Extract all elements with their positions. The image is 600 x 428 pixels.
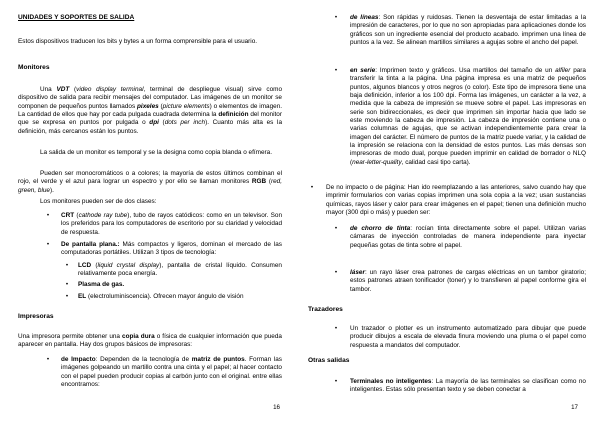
section-title: UNIDADES Y SOPORTES DE SALIDA xyxy=(18,14,135,21)
right-page xyxy=(308,0,586,428)
page-number: 16 xyxy=(273,403,280,411)
bullet-icon: • xyxy=(334,325,338,332)
monitores-paragraph-3: Pueden ser monocromáticos o a colores; la mayoría de estos últimos combinan el rojo, el verde y el azul para lograr un espectro y por ello se llaman monitores RGB (red, green, blue). xyxy=(18,170,282,194)
sub-bullet-icon: • xyxy=(65,281,69,288)
serie-item: en serie: Imprimen texto y gráficos. Usa martillos del tamaño de un alfiler para transferir la tinta a la página. Una página impresa es una matriz de pequeños puntos, algunos blancos y otros negros (o color). Este tipo de impresora tiene una baja definición, inferior a los 100 dpi. Forma las imágenes, un carácter a la vez, a medida que la cabeza de impresión se mueve sobre el papel. Las impresoras en serie son bidireccionales, es decir que imprimen sin importar hacia que lado se este moviendo la cabeza de impresión. La cabeza de impresión contiene una o varias columnas de agujas, que se activan independientemente para crear la imagen del carácter. El número de puntos de la matriz puede variar, y la calidad de la impresión se relaciona con la densidad de estos puntos. Las más densas son impresoras de modo dual, porque pueden imprimir en calidad de borrador o NLQ (near-letter-quality, calidad casi tipo carta). xyxy=(350,67,586,166)
el-item: EL (electroluminiscencia). Ofrecen mayor ángulo de visión xyxy=(78,293,244,300)
monitores-paragraph-1: Una VDT (video display terminal, terminal de despliegue visual) sirve como dispositivo de salida para recibir mensajes del computador. Las imágenes de un monitor se componen de pequeños puntos llamados pixeles (picture elements) o elementos de imagen. La cantidad de ellos que hay por cada pulgada cuadrada determina la definición del monitor que se expresa en puntos por pulgada o dpi (dots per inch). Cuanto más alta es la definición, más cercanos están los puntos. xyxy=(18,86,283,135)
trazador-item: Un trazador o plotter es un instrumento automatizado para dibujar que puede producir dibujos a escala de elevada finura moviendo una pluma o el papel como respuesta a mandatos del computador. xyxy=(350,325,586,349)
trazadores-heading: Trazadores xyxy=(308,306,343,313)
otras-salidas-heading: Otras salidas xyxy=(308,357,350,364)
laser-item: láser: un rayo láser crea patrones de cargas eléctricas en un tambor giratorio; estos patrones atraen tonificador (toner) y lo transfieren al papel conforme gira el tambor. xyxy=(350,269,586,293)
lcd-item: LCD (liquid crystal display), pantalla de cristal líquido. Consumen relativamente poca energía. xyxy=(78,262,282,278)
bullet-icon: • xyxy=(310,184,314,191)
sub-bullet-icon: • xyxy=(334,269,338,276)
sub-bullet-icon: • xyxy=(334,14,338,21)
terminales-item: Terminales no inteligentes: La mayoría de las terminales se clasifican como no inteligentes. Estas sólo presentan texto y se deben conectar a xyxy=(350,378,586,394)
sub-bullet-icon: • xyxy=(334,67,338,74)
pantalla-plana-item: De pantalla plana.: Más compactos y ligeros, dominan el mercado de las computadoras portátiles. Utilizan 3 tipos de tecnología: xyxy=(61,241,282,257)
bullet-icon: • xyxy=(334,378,338,385)
impresoras-heading: Impresoras xyxy=(18,313,54,320)
sub-bullet-icon: • xyxy=(334,225,338,232)
intro-paragraph: Estos dispositivos traducen los bits y bytes a un forma comprensible para el usuario. xyxy=(18,38,258,45)
impresoras-paragraph: Una impresora permite obtener una copia dura o física de cualquier información que pueda aparecer en pantalla. Hay dos grupos básicos de impresoras: xyxy=(18,333,282,349)
left-page xyxy=(18,0,282,428)
crt-item: CRT (cathode ray tube), tubo de rayos catódicos: como en un televisor. Son los preferidos para los computadores de escritorio por su claridad y velocidad de respuesta. xyxy=(61,212,283,236)
lineas-item: de líneas: Son rápidas y ruidosas. Tienen la desventaja de estar limitadas a la impresión de caracteres, por lo que no son apropiadas para aplicaciones donde los gráficos son un ingrediente esencial del producto acabado. imprimen una línea de puntos a la vez. Se alinean martillos similares a agujas sobre el ancho del papel. xyxy=(350,14,587,46)
page-number: 17 xyxy=(571,403,578,411)
no-impacto-item: De no impacto o de página: Han ido reemplazando a las anteriores, salvo cuando hay que imprimir formularios con varias copias imprimen una sola copia a la vez; usan sustancias químicas, rayos láser y calor para crear imágenes en el papel; tienen una definición mucho mayor (300 dpi o más) y pueden ser: xyxy=(326,184,586,216)
sub-bullet-icon: • xyxy=(65,293,69,300)
monitores-paragraph-4: Los monitores pueden ser de dos clases: xyxy=(40,198,157,205)
bullet-icon: • xyxy=(46,241,50,248)
chorro-tinta-item: de chorro de tinta: rocían tinta directamente sobre el papel. Utilizan varias cámaras de inyección controladas de manera independiente para inyectar pequeñas gotas de tinta sobre el papel. xyxy=(350,225,586,249)
monitores-heading: Monitores xyxy=(18,64,50,71)
sub-bullet-icon: • xyxy=(65,262,69,269)
impacto-item: de Impacto: Dependen de la tecnología de matriz de puntos. Forman las imágenes golpeando un martillo contra una cinta y el papel; al hacer contacto con el papel pueden producir copias al carbón junto con el original. entre ellas encontramos: xyxy=(61,356,283,388)
bullet-icon: • xyxy=(46,356,50,363)
bullet-icon: • xyxy=(46,212,50,219)
plasma-item: Plasma de gas. xyxy=(78,281,125,288)
monitores-paragraph-2: La salida de un monitor es temporal y se la designa como copia blanda o efímera. xyxy=(40,149,272,156)
